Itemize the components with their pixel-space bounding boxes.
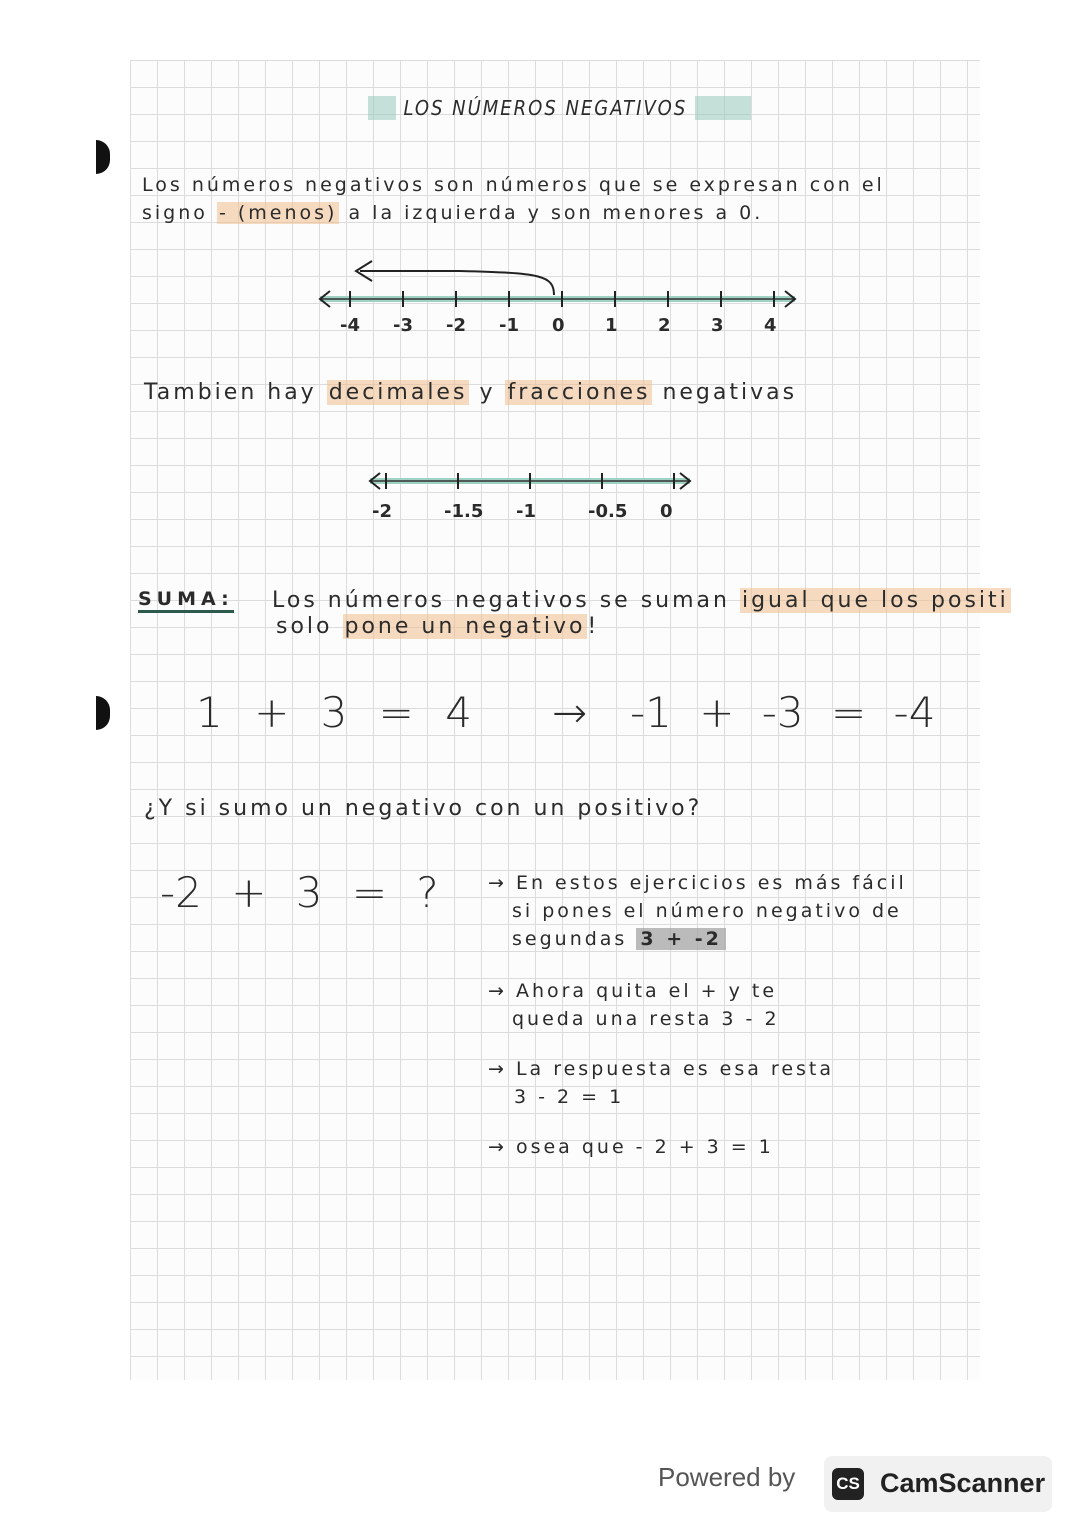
number-line-decimals	[360, 465, 700, 505]
number-line-2-label: -0.5	[588, 501, 628, 522]
equation-arrow: →	[552, 688, 588, 737]
number-line-1-label: 4	[764, 315, 777, 336]
number-line-1-label: -1	[499, 315, 519, 336]
camscanner-brand: CamScanner	[880, 1468, 1046, 1498]
intro-line-2: signo - (menos) a la izquierda y son menores a 0.	[142, 202, 764, 224]
number-line-2-label: -2	[372, 501, 392, 522]
step-3-line-2: 3 - 2 = 1	[514, 1086, 625, 1108]
page-title: LOS NÚMEROS NEGATIVOS	[368, 96, 751, 120]
binder-hole-bottom	[96, 696, 110, 730]
decimals-sentence: Tambien hay decimales y fracciones negativas	[144, 380, 798, 405]
step-2-line-2: queda una resta 3 - 2	[512, 1008, 780, 1030]
number-line-1-label: 2	[658, 315, 671, 336]
equation-negative: -1 + -3 = -4	[630, 688, 936, 737]
number-line-integers	[300, 255, 820, 355]
number-line-1-label: -3	[393, 315, 413, 336]
number-line-2-label: -1	[516, 501, 536, 522]
intro-line-1: Los números negativos son números que se expresan con el	[142, 174, 885, 196]
number-line-1-label: -2	[446, 315, 466, 336]
step-2-line-1: → Ahora quita el + y te	[488, 980, 778, 1002]
equation-mixed: -2 + 3 = ?	[160, 868, 439, 917]
number-line-1-label: 0	[552, 315, 565, 336]
number-line-2-label: 0	[660, 501, 673, 522]
number-line-1-label: 1	[605, 315, 618, 336]
number-line-1-label: -4	[340, 315, 360, 336]
camscanner-badge	[824, 1456, 1052, 1512]
binder-hole-top	[96, 140, 110, 174]
question-text: ¿Y si sumo un negativo con un positivo?	[144, 796, 703, 821]
step-1-line-2: si pones el número negativo de	[512, 900, 902, 922]
camscanner-logo-icon: CS	[832, 1468, 864, 1500]
suma-label: SUMA:	[138, 588, 234, 613]
equation-positive: 1 + 3 = 4	[196, 688, 472, 737]
suma-line-1: Los números negativos se suman igual que los positi	[272, 588, 1009, 613]
step-1-line-1: → En estos ejercicios es más fácil	[488, 872, 907, 894]
number-line-1-label: 3	[711, 315, 724, 336]
step-3-line-1: → La respuesta es esa resta	[488, 1058, 835, 1080]
step-1-line-3: segundas 3 + -2	[512, 928, 726, 950]
step-4-line-1: → osea que - 2 + 3 = 1	[488, 1136, 774, 1158]
suma-line-2: solo pone un negativo!	[276, 614, 600, 639]
suma-section	[138, 588, 234, 610]
powered-by-text: Powered by	[658, 1462, 796, 1492]
number-line-2-label: -1.5	[444, 501, 484, 522]
